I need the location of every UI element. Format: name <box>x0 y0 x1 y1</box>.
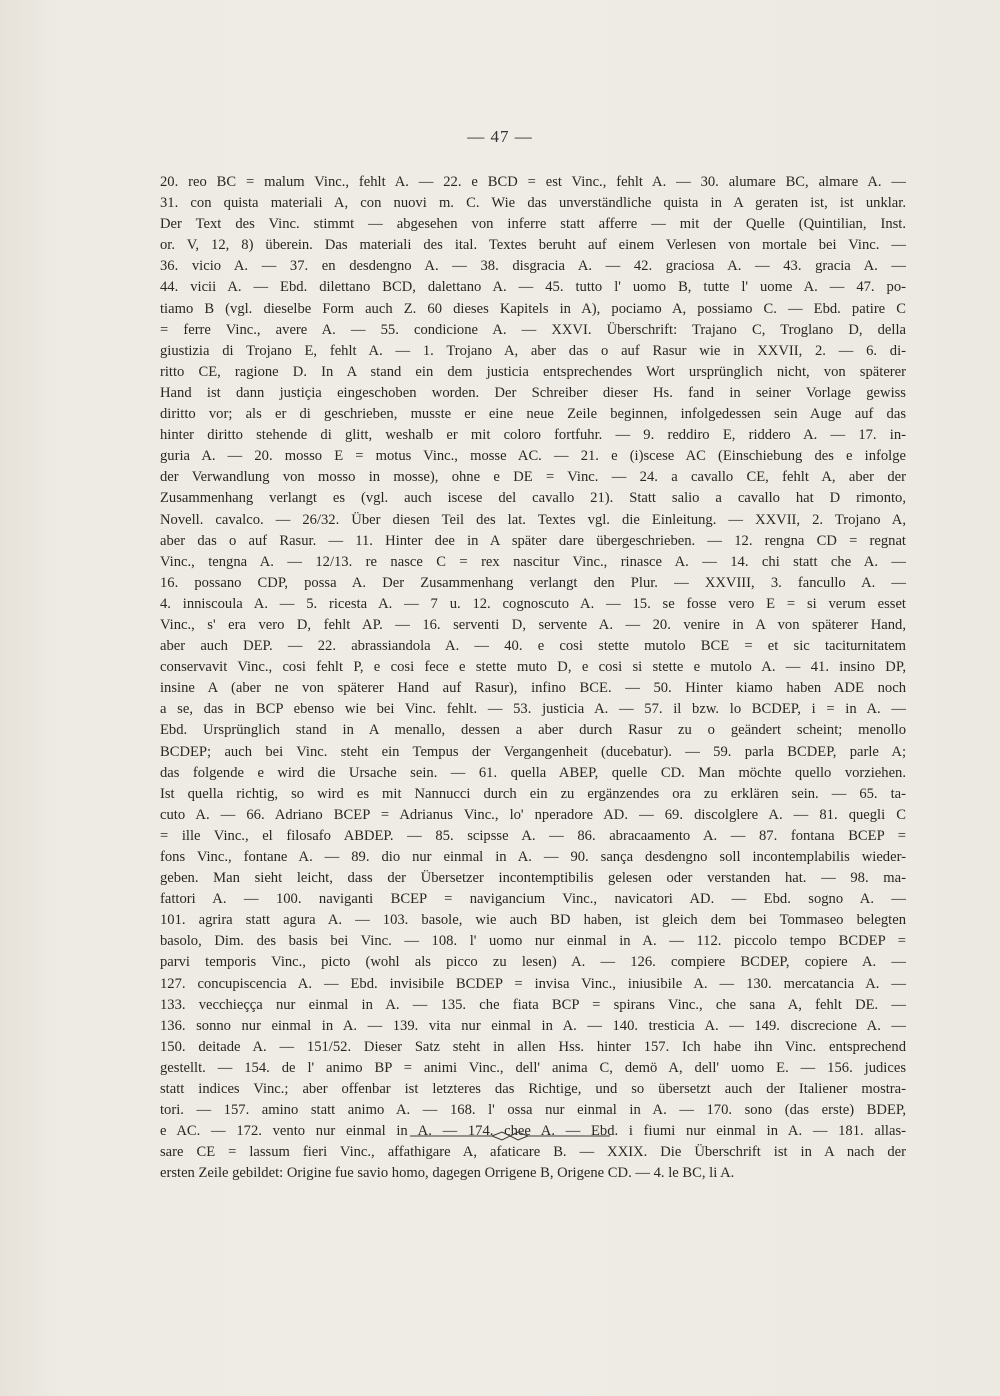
text-line: 44. vicii A. — Ebd. dilettano BCD, dalettano A. — 45. tutto l' uomo B, tutte l' uome A. — 47. po- <box>160 279 906 296</box>
text-line: conservavit Vinc., cosi fehlt P, e cosi fece e stette muto D, e cosi si stette e mutolo A. — 41. insino DP, <box>160 659 906 676</box>
text-line: Ist quella richtig, so wird es mit Nannucci durch ein zu ergänzendes ora zu erklären sein. — 65. ta- <box>160 785 906 802</box>
text-line: tiamo B (vgl. dieselbe Form auch Z. 60 dieses Kapitels in A), pociamo A, possiamo C. — Ebd. patire C <box>160 300 906 317</box>
text-line: ersten Zeile gebildet: Origine fue savio homo, dagegen Orrigene B, Origene CD. — 4. le BC, li A. <box>160 1165 735 1182</box>
text-line: 4. inniscoula A. — 5. ricesta A. — 7 u. 12. cognoscuto A. — 15. se fosse vero E = si verum esset <box>160 595 906 612</box>
text-line: giustizia di Trojano E, fehlt A. — 1. Trojano A, aber das o auf Rasur wie in XXVII, 2. — 6. di- <box>160 342 906 359</box>
text-line: diritto vor; als er di geschrieben, musste er eine neue Zeile beginnen, infolgedessen sein Auge auf das <box>160 406 906 423</box>
page-number: — 47 — <box>467 127 533 146</box>
text-line: das folgende e wird die Ursache sein. — 61. quella ABEP, quelle CD. Man möchte quello vorziehen. <box>160 764 906 781</box>
text-line: fons Vinc., fontane A. — 89. dio nur einmal in A. — 90. sança desdengno soll incontemplabilis wieder- <box>160 849 906 865</box>
text-line: cuto A. — 66. Adriano BCEP = Adrianus Vinc., lo' nperadore AD. — 69. discolglere A. — 81. quegli C <box>160 806 906 823</box>
text-line: parvi temporis Vinc., picto (wohl als picco zu lesen) A. — 126. compiere BCDEP, copiere A. — <box>160 954 906 971</box>
text-line: Vinc., tengna A. — 12/13. re nasce C = rex nascitur Vinc., rinasce A. — 14. chi statt che A. — <box>160 553 906 570</box>
text-line: Zusammenhang verlangt es (vgl. auch iscese del cavallo 21). Statt salio a cavallo hat D rimonto, <box>160 490 906 507</box>
commentary-text <box>160 172 906 1185</box>
text-line: 133. vecchieçça nur einmal in A. — 135. che fiata BCP = spirans Vinc., che sana A, fehlt DE. — <box>160 996 906 1013</box>
text-line: aber das o auf Rasur. — 11. Hinter dee in A später dare übergeschrieben. — 12. rengna CD = regnat <box>160 532 906 549</box>
text-line: 20. reo BC = malum Vinc., fehlt A. — 22. e BCD = est Vinc., fehlt A. — 30. alumare BC, almare A. — <box>160 174 906 190</box>
text-line: 16. possano CDP, possa A. Der Zusammenhang verlangt den Plur. — XXVIII, 3. fancullo A. — <box>160 574 906 591</box>
text-line: tori. — 157. amino statt animo A. — 168. l' ossa nur einmal in A. — 170. sono (das erste) BDEP, <box>160 1102 906 1119</box>
text-line: a se, das in BCP ebenso wie bei Vinc. fehlt. — 53. justicia A. — 57. il bzw. lo BCDEP, i = in A. — <box>160 701 906 718</box>
text-line: ritto CE, ragione D. In A stand ein dem justicia entsprechendes Wort ursprünglich nicht, von späterer <box>160 363 906 380</box>
section-end-ornament <box>410 1128 610 1144</box>
text-line: basolo, Dim. des basis bei Vinc. — 108. l' uomo nur einmal in A. — 112. piccolo tempo BCDEP = <box>160 933 906 950</box>
text-line: 31. con quista materiali A, con nuovi m. C. Wie das unverständliche quista in A geraten ist, ist unklar. <box>160 195 906 212</box>
text-line: = ille Vinc., el filosafo ABDEP. — 85. scipsse A. — 86. abracaamento A. — 87. fontana BCEP = <box>160 827 906 844</box>
text-line: 127. concupiscencia A. — Ebd. invisibile BCDEP = invisa Vinc., iniusibile A. — 130. mercatancia A. — <box>160 975 906 992</box>
text-line: gestellt. — 154. de l' animo BP = animi Vinc., dell' anima C, demö A, dell' uomo E. — 156. judices <box>160 1059 906 1076</box>
text-line: geben. Man sieht leicht, dass der Übersetzer incontemptibilis gelesen oder verstanden hat. — 98. ma- <box>160 870 906 887</box>
text-line: sare CE = lassum fieri Vinc., affathigare A, afaticare B. — XXIX. Die Überschrift ist in A nach der <box>160 1144 906 1161</box>
text-line: BCDEP; auch bei Vinc. steht ein Tempus der Vergangenheit (ducebatur). — 59. parla BCDEP, parle A; <box>160 743 906 760</box>
text-line: Ebd. Ursprünglich stand in A menallo, dessen a aber durch Rasur zu o geändert scheint; menollo <box>160 722 906 739</box>
text-line: 101. agrira statt agura A. — 103. basole, wie auch BD haben, ist gleich dem bei Tommaseo belegten <box>160 912 906 929</box>
text-line: 150. deitade A. — 151/52. Dieser Satz steht in allen Hss. hinter 157. Ich habe ihn Vinc. entsprechend <box>160 1038 906 1055</box>
text-line: insine A (aber ne von späterer Hand auf Rasur), infino BCE. — 50. Hinter kiamo haben ADE noch <box>160 680 906 697</box>
text-line: 136. sonno nur einmal in A. — 139. vita nur einmal in A. — 140. tresticia A. — 149. discrecione A. — <box>160 1017 906 1034</box>
text-line: statt indices Vinc.; aber offenbar ist letzteres das Richtige, und so übersetzt auch der Italiener mostra- <box>160 1081 906 1098</box>
text-line: or. V, 12, 8) überein. Das materiali des ital. Textes beruht auf einem Verlesen von mortale bei Vinc. — <box>160 237 906 254</box>
text-line: Vinc., s' era vero D, fehlt AP. — 16. serventi D, servente A. — 20. venire in A von späterer Hand, <box>160 616 906 633</box>
text-line: Novell. cavalco. — 26/32. Über diesen Teil des lat. Textes vgl. die Einleitung. — XXVII, 2. Trojano A, <box>160 511 906 528</box>
text-line: aber auch DEP. — 22. abrassiandola A. — 40. e cosi stette mutolo BCE = et sic taciturnitatem <box>160 638 906 655</box>
text-line: 36. vicio A. — 37. en desdengno A. — 38. disgracia A. — 42. graciosa A. — 43. gracia A. — <box>160 258 906 275</box>
text-line: Hand ist dann justiçia eingeschoben worden. Der Schreiber dieser Hs. fand in seiner Vorlage gewiss <box>160 384 906 401</box>
text-line: guria A. — 20. mosso E = motus Vinc., mosse AC. — 21. e (i)scese AC (Einschiebung des e infolge <box>160 448 906 465</box>
text-line: = ferre Vinc., avere A. — 55. condicione A. — XXVI. Überschrift: Trajano C, Troglano D, della <box>160 321 906 338</box>
text-line: der Verwandlung von mosso in mosse), ohne e DE = Vinc. — 24. a cavallo CE, fehlt A, aber der <box>160 469 906 486</box>
text-line: hinter diritto stehende di glitt, weshalb er mit coloro fortfuhr. — 9. reddiro E, riddero A. — 17. in- <box>160 427 906 444</box>
text-line: e AC. — 172. vento nur einmal in A. — 174. chee A. — Ebd. i fiumi nur einmal in A. — 181. allas- <box>160 1123 906 1140</box>
text-line: fattori A. — 100. naviganti BCEP = navigancium Vinc., navicatori AD. — Ebd. sogno A. — <box>160 891 906 908</box>
page-edge-shadow <box>0 0 12 1396</box>
text-line: Der Text des Vinc. stimmt — abgesehen von inferre statt afferre — mit der Quelle (Quintilian, Inst. <box>160 216 906 233</box>
